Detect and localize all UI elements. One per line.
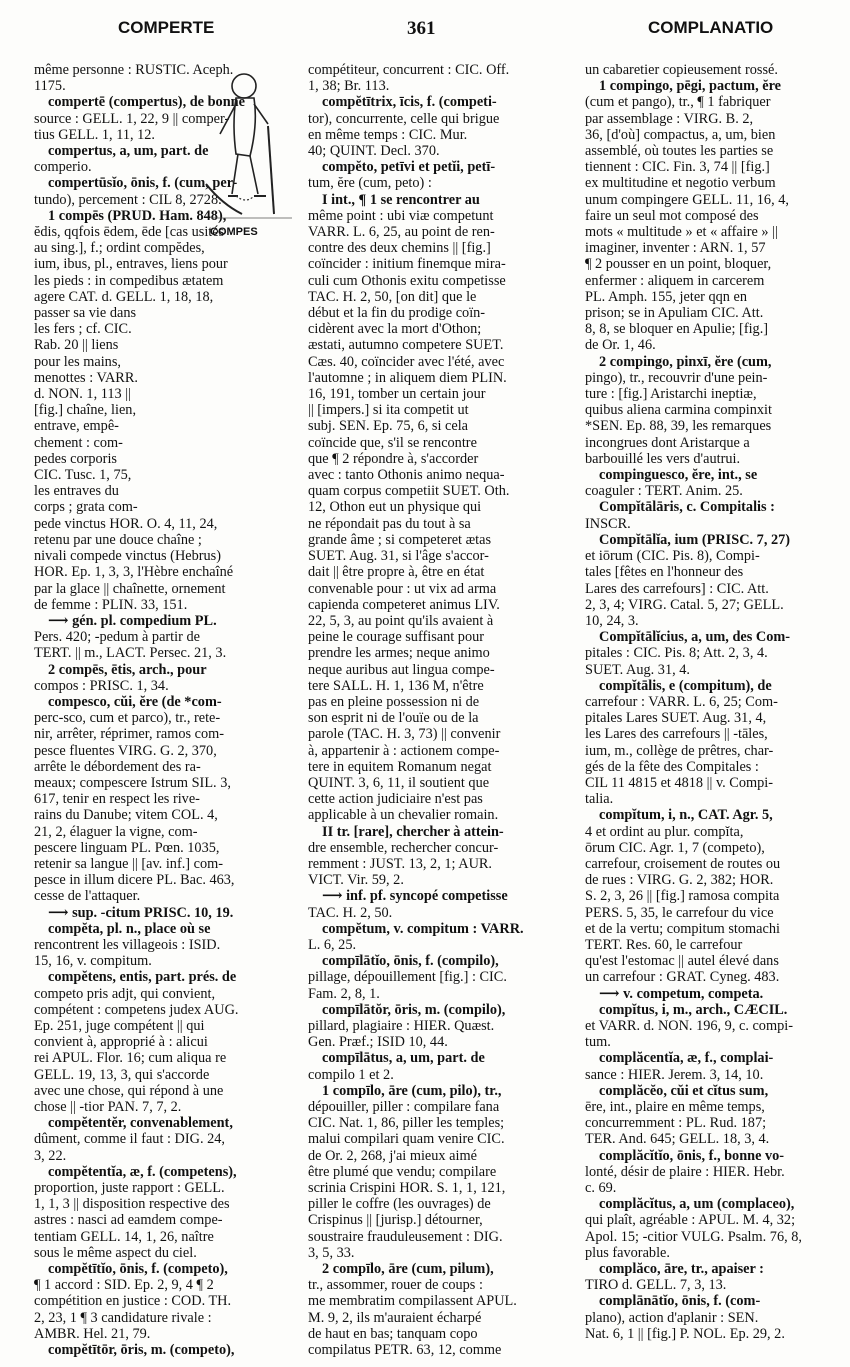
text-line: ōrum CIC. Agr. 1, 7 (competo), — [585, 839, 765, 856]
text-line: tor), concurrente, celle qui brigue — [308, 110, 500, 127]
text-line: 1 compīlo, āre (cum, pilo), tr., — [322, 1082, 502, 1099]
text-line: Cæs. 40, coïncider avec l'été, avec — [308, 353, 505, 370]
text-line: PL. Amph. 155, jeter qqn en — [585, 288, 748, 305]
text-line: l'automne ; in aliquem diem PLIN. — [308, 369, 507, 386]
text-line: compīlātus, a, um, part. de — [322, 1050, 485, 1067]
text-line: les fers ; cf. CIC. — [34, 321, 132, 338]
text-line: ium, m., collège de prêtres, char- — [585, 742, 774, 759]
text-line: 16, 191, tomber un certain jour — [308, 386, 486, 403]
figure-caption: COMPES — [210, 225, 258, 238]
text-line: plus favorable. — [585, 1244, 670, 1261]
text-line: les Lares des carrefours || -tāles, — [585, 726, 768, 743]
text-line: TERT. || m., LACT. Persec. 21, 3. — [34, 645, 227, 662]
text-line: compétent : competens judex AUG. — [34, 1001, 239, 1018]
text-line: I int., ¶ 1 se rencontrer au — [322, 191, 480, 208]
text-line: convient à, approprié à : alicui — [34, 1034, 208, 1051]
text-line: 2 compēs, ētis, arch., pour — [48, 661, 207, 678]
text-line: chose || -tior PAN. 7, 7, 2. — [34, 1099, 182, 1115]
text-line: malui compilari quam venire CIC. — [308, 1131, 505, 1148]
text-line: compos : PRISC. 1, 34. — [34, 677, 169, 694]
text-line: CIC. Nat. 1, 86, piller les temples; — [308, 1115, 505, 1132]
text-line: 4 et ordint au plur. compĭta, — [585, 823, 744, 840]
text-line: 2, 3, 4; VIRG. Catal. 5, 27; GELL. — [585, 596, 784, 613]
text-line: d. NON. 1, 113 || — [34, 386, 131, 403]
text-line: TAC. H. 2, 50, [on dit] que le — [308, 288, 477, 305]
text-line: comperio. — [34, 159, 92, 176]
text-line: QUINT. 3, 6, 11, il soutient que — [308, 774, 490, 791]
text-line: mots « multitude » et « affaire » || — [585, 224, 778, 241]
text-line: prendre les armes; neque animo — [308, 645, 490, 662]
text-line: avec : tanto Othonis animo nequa- — [308, 467, 505, 484]
text-line: 1 compingo, pēgi, pactum, ĕre — [599, 78, 782, 95]
running-head-right: COMPLANATIO — [648, 18, 774, 37]
text-line: Compĭtālāris, c. Compitalis : — [599, 499, 775, 516]
text-line: compĕtum, v. compitum : VARR. — [322, 920, 524, 937]
text-line: compĭtus, i, m., arch., CÆCIL. — [599, 1001, 788, 1018]
text-line: compĕtentĭa, æ, f. (competens), — [48, 1163, 237, 1180]
text-line: carrefour : VARR. L. 6, 25; Com- — [585, 693, 778, 710]
text-line: rei APUL. Flor. 16; cum aliqua re — [34, 1050, 227, 1067]
text-line: [fig.] chaîne, lien, — [34, 402, 137, 419]
text-line: ium, ibus, pl., entraves, liens pour — [34, 256, 228, 273]
shackled-figure-icon — [202, 64, 300, 224]
text-line: lonté, désir de plaire : HIER. Hebr. — [585, 1163, 785, 1180]
text-line: compĭtālis, e (compitum), de — [599, 677, 772, 694]
text-line: remment : JUST. 13, 2, 1; AUR. — [308, 855, 493, 872]
text-line: contre des deux chemins || [fig.] — [308, 240, 491, 257]
text-line: capienda competeret animus LIV. — [308, 596, 500, 613]
column-right — [585, 62, 833, 1359]
text-line: par assemblage : VIRG. B. 2, — [585, 110, 754, 127]
text-line: *SEN. Ep. 88, 39, les remarques — [585, 418, 772, 435]
text-line: compilatus PETR. 63, 12, comme — [308, 1342, 502, 1359]
text-line: complăcĭtus, a, um (complaceo), — [599, 1196, 795, 1213]
text-line: pesce fluentes VIRG. G. 2, 370, — [34, 742, 217, 759]
text-line: ¶ 2 pousser en un point, bloquer, — [585, 256, 772, 273]
text-line: SUET. Aug. 31, 4. — [585, 661, 690, 678]
text-line: qui plaît, agréable : APUL. M. 4, 32; — [585, 1212, 796, 1229]
text-line: de Or. 1, 46. — [585, 337, 656, 354]
text-line: Ep. 251, juge compétent || qui — [34, 1017, 205, 1034]
text-line: tentiam GELL. 14, 1, 26, naître — [34, 1228, 214, 1245]
text-line: qu'est l'estomac || autel élevé dans — [585, 953, 779, 970]
text-line: les pieds : in compedibus ætatem — [34, 272, 224, 289]
text-line: 617, tenir en respect les rive- — [34, 791, 200, 808]
text-line: cesse de l'attaquer. — [34, 888, 141, 905]
text-line: II tr. [rare], chercher à attein- — [322, 823, 504, 840]
text-line: cidèrent avec la mort d'Othon; — [308, 321, 482, 338]
text-line: source : GELL. 1, 22, 9 || comper- — [34, 110, 230, 127]
text-line: tum, ĕre (cum, peto) : — [308, 175, 432, 192]
text-line: tr., assommer, rouer de coups : — [308, 1277, 483, 1294]
text-line: dait || être propre à, être en état — [308, 564, 485, 581]
text-line: applicable à un chevalier romain. — [308, 807, 499, 824]
text-line: cette action judiciaire n'est pas — [308, 791, 483, 808]
text-line: dépouiller, piller : compilare fana — [308, 1099, 500, 1115]
text-line: Nat. 6, 1 || [fig.] P. NOL. Ep. 29, 2. — [585, 1325, 785, 1342]
running-head-left: COMPERTE — [118, 18, 215, 37]
text-line: coïncide que, s'il se rencontre — [308, 434, 477, 451]
text-line: compĕta, pl. n., place où se — [48, 920, 211, 937]
text-line: prison; se in Apuliam CIC. Att. — [585, 305, 764, 322]
text-line: scrinia Crispini HOR. S. 1, 1, 121, — [308, 1180, 506, 1197]
page-header — [0, 0, 850, 60]
text-line: pillage, dépouillement [fig.] : CIC. — [308, 969, 507, 986]
text-line: tum. — [585, 1034, 611, 1051]
text-line: 2 compingo, pinxī, ĕre (cum, — [599, 353, 772, 370]
text-line: rains du Danube; vitem COL. 4, — [34, 807, 218, 824]
text-line: ĕdis, qqfois ēdem, ēde [cas usités — [34, 224, 225, 241]
text-line: Lares des carrefours] : CIC. Att. — [585, 580, 769, 597]
text-line: compertus, a, um, part. de — [48, 143, 209, 160]
text-line: INSCR. — [585, 515, 631, 532]
text-line: 8, 8, se bloquer en Apulie; [fig.] — [585, 321, 769, 338]
text-line: corps ; grata com- — [34, 499, 138, 516]
text-line: avec une chose, qui répond à une — [34, 1082, 224, 1099]
text-line: piller le coffre (les ouvrages) de — [308, 1196, 491, 1213]
text-line: sous le même aspect du ciel. — [34, 1244, 197, 1261]
text-line: un carrefour : GRAT. Cyneg. 483. — [585, 969, 780, 986]
text-line: complăcĭtĭo, ōnis, f., bonne vo- — [599, 1147, 785, 1164]
text-line: arrête le débordement des ra- — [34, 758, 201, 775]
text-line: Pers. 420; -pedum à partir de — [34, 629, 200, 646]
text-line: GELL. 19, 13, 3, qui s'accorde — [34, 1066, 210, 1083]
text-line: compĕtītĭo, ōnis, f. (competo), — [48, 1261, 228, 1278]
text-line: carrefour, croisement de routes ou — [585, 855, 781, 872]
text-line: complăcĕo, cŭi et cĭtus sum, — [599, 1082, 769, 1099]
text-line: ⟶ gén. pl. compedium PL. — [48, 612, 217, 629]
text-line: dre ensemble, rechercher concur- — [308, 839, 499, 856]
text-line: de rues : VIRG. G. 2, 382; HOR. — [585, 872, 774, 889]
text-line: quam corpus competiit SUET. Oth. — [308, 483, 510, 500]
text-line: Compĭtālĭcius, a, um, des Com- — [599, 629, 791, 646]
text-line: soustraire frauduleusement : DIG. — [308, 1228, 503, 1245]
text-line: Rab. 20 || liens — [34, 337, 119, 354]
text-line: parole (TAC. H. 3, 73) || convenir — [308, 726, 501, 743]
text-line: || [impers.] si ita competit ut — [308, 402, 469, 419]
text-line: même point : ubi viæ competunt — [308, 207, 494, 224]
text-line: grande âme ; si competeret ætas — [308, 531, 492, 548]
text-line: faire un seul mot composé des — [585, 207, 759, 224]
text-line: de femme : PLIN. 33, 151. — [34, 596, 188, 613]
text-line: nir, arrêter, réprimer, ramos com- — [34, 726, 225, 743]
text-line: compĕtītōr, ōris, m. (competo), — [48, 1342, 235, 1359]
text-line: compesco, cŭi, ĕre (de *com- — [48, 693, 222, 710]
text-line: æstati, autumno competere SUET. — [308, 337, 504, 354]
text-line: 36, [d'où] compactus, a, um, bien — [585, 126, 776, 143]
text-line: ¶ 1 accord : SID. Ep. 2, 9, 4 ¶ 2 — [34, 1277, 214, 1294]
text-line: menottes : VARR. — [34, 369, 138, 386]
text-line: 2 compīlo, āre (cum, pilum), — [322, 1261, 494, 1278]
text-line: quibus aliena carmina compinxit — [585, 402, 772, 419]
text-line: compilo 1 et 2. — [308, 1066, 394, 1083]
text-line: de Or. 2, 268, j'ai mieux aimé — [308, 1147, 477, 1164]
text-line: 1175. — [34, 78, 66, 95]
text-line: compĕtentĕr, convenablement, — [48, 1115, 233, 1132]
text-line: complānātĭo, ōnis, f. (com- — [599, 1293, 761, 1310]
text-line: SUET. Aug. 31, si l'âge s'accor- — [308, 548, 489, 565]
text-line: et iōrum (CIC. Pis. 8), Compi- — [585, 548, 760, 565]
text-line: meaux; compescere Istrum SIL. 3, — [34, 774, 231, 791]
text-line: coïncider : initium finemque mira- — [308, 256, 506, 273]
text-line: tere SALL. H. 1, 136 M, n'être — [308, 677, 484, 694]
text-line: sance : HIER. Jerem. 3, 14, 10. — [585, 1066, 764, 1083]
text-line: Apol. 15; -citior VULG. Psalm. 76, 8, — [585, 1228, 802, 1245]
text-line: pillard, plagiaire : HIER. Quæst. — [308, 1017, 495, 1034]
page-number: 361 — [407, 18, 436, 39]
text-line: competo pris adjt, qui convient, — [34, 985, 216, 1002]
text-line: compertūsĭo, ōnis, f. (cum, per- — [48, 175, 238, 192]
text-line: complăco, āre, tr., apaiser : — [599, 1261, 764, 1278]
text-line: TAC. H. 2, 50. — [308, 904, 393, 921]
text-line: gés de la fête des Compitales : — [585, 758, 759, 775]
text-line: peine le courage suffisant pour — [308, 629, 485, 646]
text-line: dûment, comme il faut : DIG. 24, — [34, 1131, 225, 1148]
text-line: Compĭtālĭa, ium (PRISC. 7, 27) — [599, 531, 791, 548]
text-line: CIC. Tusc. 1, 75, — [34, 467, 132, 484]
text-line: ēre, int., plaire en même temps, — [585, 1099, 765, 1115]
text-line: compĭtum, i, n., CAT. Agr. 5, — [599, 807, 773, 824]
text-line: compĕto, petīvi et petĭi, petī- — [322, 159, 496, 176]
text-line: un cabaretier copieusement rossé. — [585, 62, 778, 78]
text-line: 1 compēs (PRUD. Ham. 848), — [48, 207, 227, 224]
text-line: ⟶ v. competum, competa. — [599, 985, 764, 1002]
text-line: pitales Lares SUET. Aug. 31, 4, — [585, 710, 767, 727]
text-line: 10, 24, 3. — [585, 612, 639, 629]
text-line: rencontrent les villageois : ISID. — [34, 936, 221, 953]
text-line: ⟶ inf. pf. syncopé competisse — [322, 888, 508, 905]
text-line: pas en pleine possession ni de — [308, 693, 480, 710]
text-line: CIL 11 4815 et 4818 || v. Compi- — [585, 774, 773, 791]
text-line: compinguesco, ĕre, int., se — [599, 467, 758, 484]
text-line: 12, Othon eut un physique qui — [308, 499, 482, 516]
text-line: Gen. Præf.; ISID 10, 44. — [308, 1034, 448, 1051]
text-line: au sing.], f.; ordint compĕdes, — [34, 240, 205, 257]
text-line: par la glace || chaînette, ornement — [34, 580, 226, 597]
text-line: retenir sa langue || [av. inf.] com- — [34, 855, 223, 872]
text-line: M. 9, 2, ils m'auraient écharpé — [308, 1309, 482, 1326]
text-line: compĕtens, entis, part. prés. de — [48, 969, 237, 986]
text-line: agere CAT. d. GELL. 1, 18, 18, — [34, 288, 214, 305]
text-line: ⟶ sup. -citum PRISC. 10, 19. — [48, 904, 234, 921]
text-line: tius GELL. 1, 11, 12. — [34, 126, 155, 143]
text-line: S. 2, 3, 26 || [fig.] ramosa compita — [585, 888, 780, 905]
text-line: VICT. Vir. 59, 2. — [308, 872, 404, 889]
text-line: assemblé, où toutes les parties se — [585, 143, 774, 160]
text-line: me membratim compilassent APUL. — [308, 1293, 517, 1310]
text-line: proportion, juste rapport : GELL. — [34, 1180, 225, 1197]
compes-illustration — [202, 64, 300, 240]
text-line: subj. SEN. Ep. 75, 6, si cela — [308, 418, 469, 435]
text-line: TIRO d. GELL. 7, 3, 13. — [585, 1277, 727, 1294]
text-line: pescere linguam PL. Pœn. 1035, — [34, 839, 220, 856]
text-line: en même temps : CIC. Mur. — [308, 126, 468, 143]
text-line: talia. — [585, 791, 614, 808]
text-line: 21, 2, élaguer la vigne, com- — [34, 823, 198, 840]
text-line: enfermer : aliquem in carcerem — [585, 272, 765, 289]
text-line: 1, 38; Br. 113. — [308, 78, 390, 95]
text-line: 1, 1, 3 || disposition respective des — [34, 1196, 230, 1213]
text-line: même personne : RUSTIC. Aceph. — [34, 62, 234, 78]
text-line: de haut en bas; tanquam copo — [308, 1325, 478, 1342]
text-line: (cum et pango), tr., ¶ 1 fabriquer — [585, 94, 771, 111]
text-line: compétition en justice : COD. TH. — [34, 1293, 232, 1310]
text-line: perc-sco, cum et parco), tr., rete- — [34, 710, 221, 727]
text-line: ture : [fig.] Aristarchi ineptiæ, — [585, 386, 757, 403]
text-line: les entraves du — [34, 483, 119, 500]
text-line: début et la fin du prodige coïn- — [308, 305, 486, 322]
text-line: imaginer, inventer : ARN. 1, 57 — [585, 240, 766, 257]
text-line: pour les mains, — [34, 353, 121, 370]
text-line: 22, 5, 3, au point qu'ils avaient à — [308, 612, 494, 629]
text-line: concurremment : PL. Rud. 187; — [585, 1115, 767, 1132]
text-line: compīlātĭo, ōnis, f. (compilo), — [322, 953, 499, 970]
text-line: PERS. 5, 35, le carrefour du vice — [585, 904, 774, 921]
text-line: nivali compede vinctus (Hebrus) — [34, 548, 221, 565]
text-line: neque auribus aut lingua compe- — [308, 661, 495, 678]
text-line: tiennent : CIC. Fin. 3, 74 || [fig.] — [585, 159, 770, 176]
text-line: pitales : CIC. Pis. 8; Att. 2, 3, 4. — [585, 645, 768, 662]
text-line: être plumé que vendu; compilare — [308, 1163, 497, 1180]
text-line: à, appartenir à : actionem compe- — [308, 742, 500, 759]
text-line: chement : com- — [34, 434, 123, 451]
text-line: ex multitudine et negotio verbum — [585, 175, 776, 192]
text-line: 3, 22. — [34, 1147, 67, 1164]
text-line: compertē (compertus), de bonne — [48, 94, 245, 111]
text-line: 3, 5, 33. — [308, 1244, 355, 1261]
text-line: son esprit ni de l'ouïe ou de la — [308, 710, 479, 727]
text-line: 15, 16, v. compitum. — [34, 953, 152, 970]
text-line: tundo), percement : CIL 8, 2728. — [34, 191, 222, 208]
text-line: convenable pour : ut vix ad arma — [308, 580, 497, 597]
text-line: Fam. 2, 8, 1. — [308, 985, 380, 1002]
text-line: 2, 23, 1 ¶ 3 candidature rivale : — [34, 1309, 212, 1326]
text-line: retenu par une douce chaîne ; — [34, 531, 202, 548]
column-left — [34, 62, 296, 1359]
column-middle — [308, 62, 570, 1359]
text-line: et de la vertu; compitum stomachi — [585, 920, 780, 937]
text-line: entrave, empê- — [34, 418, 119, 435]
text-line: pesce in illum dicere PL. Bac. 463, — [34, 872, 235, 889]
text-line: culi cum Othonis exitu competisse — [308, 272, 506, 289]
text-line: plano), action d'aplanir : SEN. — [585, 1309, 759, 1326]
text-line: TERT. Res. 60, le carrefour — [585, 936, 743, 953]
text-line: passer sa vie dans — [34, 305, 137, 322]
text-line: ne répondait pas du tout à sa — [308, 515, 471, 532]
text-line: pedes corporis — [34, 450, 117, 467]
text-line: 40; QUINT. Decl. 370. — [308, 143, 440, 160]
text-line: pede vinctus HOR. O. 4, 11, 24, — [34, 515, 218, 532]
text-line: VARR. L. 6, 25, au point de ren- — [308, 224, 495, 241]
text-line: Crispinus || [jurisp.] détourner, — [308, 1212, 483, 1229]
text-line: que ¶ 2 répondre à, s'accorder — [308, 450, 479, 467]
text-line: unum compingere GELL. 11, 16, 4, — [585, 191, 789, 208]
text-line: complăcentĭa, æ, f., complai- — [599, 1050, 774, 1067]
text-line: astres : nasci ad eamdem compe- — [34, 1212, 223, 1229]
text-line: pingo), tr., recouvrir d'une pein- — [585, 369, 768, 386]
text-line: tales [fêtes en l'honneur des — [585, 564, 744, 581]
text-line: AMBR. Hel. 21, 79. — [34, 1325, 151, 1342]
text-line: et VARR. d. NON. 196, 9, c. compi- — [585, 1017, 793, 1034]
text-line: incongrues dont Aristarque a — [585, 434, 750, 451]
text-line: coaguler : TERT. Anim. 25. — [585, 483, 743, 500]
text-line: L. 6, 25. — [308, 936, 357, 953]
text-line: c. 69. — [585, 1180, 617, 1197]
text-line: compīlātŏr, ōris, m. (compilo), — [322, 1001, 506, 1018]
text-line: compĕtītrix, īcis, f. (competi- — [322, 94, 497, 111]
text-line: TER. And. 645; GELL. 18, 3, 4. — [585, 1131, 770, 1148]
text-line: compétiteur, concurrent : CIC. Off. — [308, 62, 510, 78]
text-line: barbouillé les vers d'autrui. — [585, 450, 741, 467]
text-line: HOR. Ep. 1, 3, 3, l'Hèbre enchaîné — [34, 564, 234, 581]
text-line: tere in equitem Romanum negat — [308, 758, 492, 775]
